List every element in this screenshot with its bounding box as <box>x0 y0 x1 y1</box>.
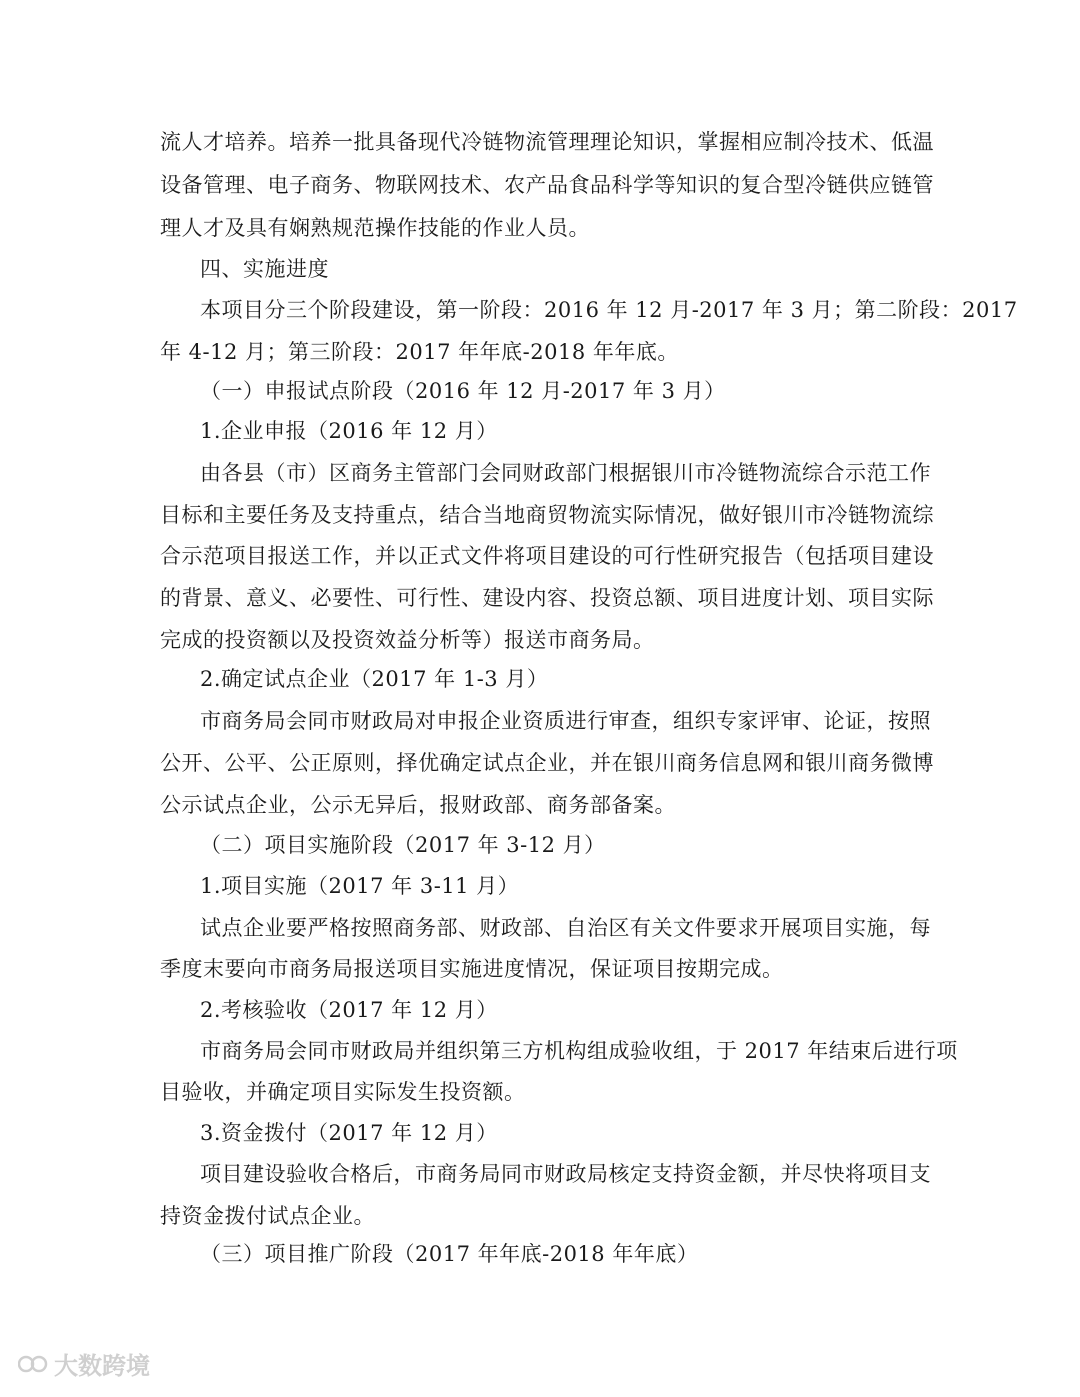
text-line: 理人才及具有娴熟规范操作技能的作业人员。 <box>160 216 590 240</box>
text-line: 完成的投资额以及投资效益分析等）报送市商务局。 <box>160 628 655 652</box>
text-line: 合示范项目报送工作，并以正式文件将项目建设的可行性研究报告（包括项目建设 <box>160 544 934 568</box>
text-line: 本项目分三个阶段建设，第一阶段：2016 年 12 月-2017 年 3 月；第二阶段：2017 <box>200 298 1018 322</box>
text-line: 年 4-12 月；第三阶段：2017 年年底-2018 年年底。 <box>160 340 679 364</box>
text-line: 试点企业要严格按照商务部、财政部、自治区有关文件要求开展项目实施，每 <box>200 916 931 940</box>
text-line: 的背景、意义、必要性、可行性、建设内容、投资总额、项目进度计划、项目实际 <box>160 586 934 610</box>
text-line: 流人才培养。培养一批具备现代冷链物流管理理论知识，掌握相应制冷技术、低温 <box>160 130 934 154</box>
item-heading: 3.资金拨付（2017 年 12 月） <box>200 1121 498 1145</box>
text-line: 由各县（市）区商务主管部门会同财政部门根据银川市冷链物流综合示范工作 <box>200 461 931 485</box>
section-heading: 四、实施进度 <box>200 257 329 281</box>
text-line: 目验收，并确定项目实际发生投资额。 <box>160 1080 526 1104</box>
text-line: 市商务局会同市财政局并组织第三方机构组成验收组，于 2017 年结束后进行项 <box>200 1039 958 1063</box>
text-line: 市商务局会同市财政局对申报企业资质进行审查，组织专家评审、论证，按照 <box>200 709 931 733</box>
watermark <box>18 1346 150 1381</box>
item-heading: 2.考核验收（2017 年 12 月） <box>200 998 498 1022</box>
subsection-heading: （二）项目实施阶段（2017 年 3-12 月） <box>200 833 606 857</box>
text-line: 公示试点企业，公示无异后，报财政部、商务部备案。 <box>160 793 676 817</box>
item-heading: 1.项目实施（2017 年 3-11 月） <box>200 874 520 898</box>
subsection-heading: （一）申报试点阶段（2016 年 12 月-2017 年 3 月） <box>200 379 726 403</box>
subsection-heading: （三）项目推广阶段（2017 年年底-2018 年年底） <box>200 1242 699 1266</box>
text-line: 设备管理、电子商务、物联网技术、农产品食品科学等知识的复合型冷链供应链管 <box>160 173 934 197</box>
text-line: 目标和主要任务及支持重点，结合当地商贸物流实际情况，做好银川市冷链物流综 <box>160 503 934 527</box>
item-heading: 1.企业申报（2016 年 12 月） <box>200 419 498 443</box>
item-heading: 2.确定试点企业（2017 年 1-3 月） <box>200 667 549 691</box>
text-line: 持资金拨付试点企业。 <box>160 1204 375 1228</box>
text-line: 项目建设验收合格后，市商务局同市财政局核定支持资金额，并尽快将项目支 <box>200 1162 931 1186</box>
watermark-logo-icon <box>18 1353 48 1375</box>
text-line: 季度末要向市商务局报送项目实施进度情况，保证项目按期完成。 <box>160 957 784 981</box>
watermark-text: 大数跨境 <box>54 1352 150 1380</box>
text-line: 公开、公平、公正原则，择优确定试点企业，并在银川商务信息网和银川商务微博 <box>160 751 934 775</box>
